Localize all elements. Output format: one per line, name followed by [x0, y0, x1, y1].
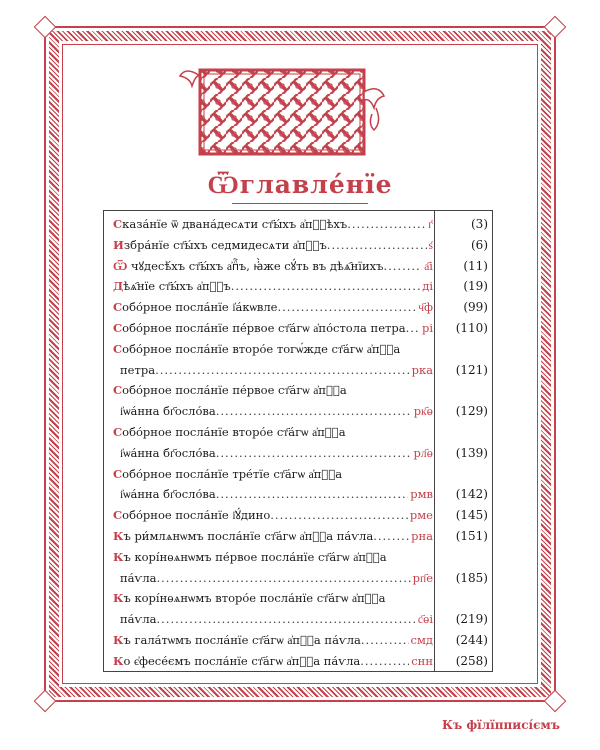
- page-reference: (11): [463, 258, 488, 273]
- folio-number: рп҃е: [412, 570, 433, 585]
- toc-entry-title: [120, 484, 216, 504]
- toc-entry-title: [113, 276, 231, 296]
- folio-number: рк҃ѳ: [413, 404, 433, 419]
- toc-entry-title: [113, 547, 387, 567]
- toc-entry-title: [120, 568, 156, 588]
- toc-entry-title: [120, 401, 216, 421]
- red-initial: К: [113, 549, 124, 564]
- toc-entry-text: обо́рное посла́нїе і҆ꙋ́дино: [122, 508, 271, 523]
- page-reference: [440, 588, 488, 608]
- toc-entry-text: обо́рное посла́нїе пе́рвое ст҃а́гѡ а҆пⷧ҇а: [122, 383, 347, 398]
- toc-entry-title: [120, 443, 216, 463]
- page-reference: (142): [455, 487, 488, 502]
- folio-number: [431, 588, 433, 608]
- page-reference: [440, 422, 488, 442]
- toc-entry-text: петра: [120, 362, 156, 377]
- toc-entry-text: ъ гала́тѡмъ посла́нїе ст҃а́гѡ а҆пⷧ҇а па́ѵла: [123, 633, 361, 647]
- toc-entry[interactable]: [120, 443, 433, 463]
- toc-entry-title: [113, 526, 373, 546]
- page-reference: (110): [455, 321, 488, 335]
- toc-entry-title: [113, 339, 400, 359]
- toc-entry-title: [113, 380, 347, 400]
- toc-entry-text: обо́рное посла́нїе второ́е тогѡ́жде ст҃а́гѡ а҆пⷧ҇а: [122, 341, 401, 356]
- dot-leader: [347, 380, 431, 400]
- toc-entry-title: [113, 256, 383, 276]
- toc-entry-title: [120, 360, 155, 380]
- page-reference: [440, 339, 488, 359]
- dot-leader: [277, 297, 416, 317]
- toc-entry-text: обо́рное посла́нїе второ́е ст҃а́гѡ а҆пⷧ҇а: [122, 425, 346, 439]
- title-underline: [232, 203, 368, 204]
- page-reference: (258): [455, 653, 488, 668]
- red-initial: С: [113, 508, 123, 523]
- folio-number: [431, 422, 433, 442]
- toc-entry-text: і҆ѡа́нна бг҃осло́ва: [120, 487, 216, 502]
- dot-leader: [400, 339, 431, 359]
- toc-entry[interactable]: [113, 505, 433, 525]
- red-initial: К: [113, 591, 124, 606]
- toc-entry-title: [113, 630, 361, 650]
- red-initial: Ѿ: [113, 258, 128, 273]
- dot-leader: [373, 526, 409, 546]
- toc-entry[interactable]: [113, 588, 433, 608]
- dot-leader: [155, 360, 410, 380]
- toc-entry[interactable]: [113, 630, 433, 650]
- page-reference: (19): [463, 279, 488, 294]
- folio-number: г҃: [428, 217, 433, 231]
- toc-entry-text: о є҆фесе́ємъ посла́нїе ст҃а́гѡ а҆пⷧ҇а па́ѵла: [123, 653, 361, 668]
- toc-entry-text: па́ѵла: [120, 612, 157, 627]
- toc-entry[interactable]: [113, 380, 433, 400]
- toc-entry-text: ѣѧ҄нїе ст҃ы́хъ а҆пⷧ҇ъ: [123, 279, 231, 294]
- page-column-divider: [434, 210, 435, 672]
- red-initial: К: [113, 529, 124, 543]
- toc-entry[interactable]: [120, 568, 433, 588]
- toc-entry[interactable]: [120, 360, 433, 380]
- toc-entry[interactable]: [113, 276, 433, 296]
- page-reference: (121): [455, 362, 488, 377]
- toc-entry[interactable]: [120, 401, 433, 421]
- dot-leader: [387, 547, 431, 567]
- dot-leader: [216, 484, 408, 504]
- red-initial: С: [113, 383, 123, 398]
- red-initial: К: [113, 653, 124, 668]
- dot-leader: [361, 630, 409, 650]
- toc-entry-title: [113, 588, 385, 608]
- red-initial: С: [113, 300, 123, 315]
- toc-entry-text: ъ корі́нѳѧнѡмъ пе́рвое посла́нїе ст҃а́гѡ а҆пⷧ҇а: [123, 549, 387, 564]
- toc-entry[interactable]: [113, 422, 433, 442]
- toc-entry[interactable]: [113, 547, 433, 567]
- toc-entry-title: [113, 214, 347, 234]
- folio-number: [431, 339, 433, 359]
- dot-leader: [270, 505, 408, 525]
- toc-entry-text: ъ корі́нѳѧнѡмъ второ́е посла́нїе ст҃а́гѡ а҆пⷧ҇а: [123, 591, 386, 606]
- folio-number: рна: [411, 529, 433, 543]
- dot-leader: [346, 422, 431, 442]
- toc-entry-title: [113, 318, 406, 338]
- dot-leader: [231, 276, 421, 296]
- toc-entry-text: обо́рное посла́нїе пе́рвое ст҃а́гѡ а҆по́стола петра: [122, 321, 406, 335]
- toc-entry-text: обо́рное посла́нїе і҆а́кѡвле: [122, 300, 278, 315]
- red-initial: С: [113, 341, 123, 356]
- dot-leader: [216, 401, 412, 421]
- red-initial: Д: [113, 279, 124, 294]
- page-reference: (99): [463, 300, 488, 315]
- dot-leader: [347, 214, 426, 234]
- toc-entry[interactable]: [113, 464, 433, 484]
- page-reference: (185): [455, 570, 488, 585]
- toc-entry[interactable]: [113, 526, 433, 546]
- dot-leader: [360, 651, 409, 671]
- dot-leader: [156, 568, 410, 588]
- toc-entry[interactable]: [113, 651, 433, 671]
- folio-number: снн: [411, 653, 433, 668]
- dot-leader: [156, 609, 415, 629]
- toc-entry-title: [113, 422, 346, 442]
- folio-number: с҃ѳі: [417, 612, 433, 627]
- folio-number: рі: [421, 321, 433, 335]
- toc-entry-title: [113, 235, 327, 255]
- red-initial: С: [113, 321, 123, 335]
- toc-entry[interactable]: [113, 256, 433, 276]
- toc-entry-text: каза́нїе ѿ двана́десѧти ст҃ы́хъ а҆пⷧ҇ѣхъ: [122, 217, 348, 231]
- toc-entry[interactable]: [113, 318, 433, 338]
- interlace-headpiece: [178, 62, 388, 158]
- toc-entry[interactable]: [120, 484, 433, 504]
- page-reference: (129): [455, 404, 488, 419]
- toc-entry-title: [113, 505, 270, 525]
- dot-leader: [383, 256, 422, 276]
- catchword: Къ фїлїпписі́ємъ: [442, 718, 560, 732]
- toc-entry[interactable]: [113, 214, 433, 234]
- folio-number: рме: [409, 508, 433, 523]
- toc-entry-text: і҆ѡа́нна бг҃осло́ва: [120, 404, 216, 419]
- toc-entry-text: і҆ѡа́нна бг҃осло́ва: [120, 445, 216, 460]
- toc-entry-text: збра́нїе ст҃ы́хъ седмидесѧти а҆пⷧ҇ъ: [123, 237, 327, 252]
- page-reference: [440, 464, 488, 484]
- folio-number: смд: [410, 633, 433, 647]
- page-reference: (139): [455, 445, 488, 460]
- toc-entry-title: [113, 464, 342, 484]
- dot-leader: [385, 588, 431, 608]
- toc-entry[interactable]: [120, 609, 433, 629]
- red-initial: С: [113, 217, 123, 231]
- red-initial: С: [113, 425, 123, 439]
- toc-entry-title: [113, 651, 360, 671]
- toc-entry[interactable]: [113, 235, 433, 255]
- page-title: Ѿглавле́нїе: [207, 170, 393, 199]
- toc-entry-text: па́ѵла: [120, 570, 157, 585]
- toc-entry-title: [113, 297, 277, 317]
- page-reference: (6): [471, 237, 488, 252]
- folio-number: [431, 547, 433, 567]
- page-reference: (219): [455, 612, 488, 627]
- folio-number: ді: [422, 279, 433, 294]
- page-reference: [440, 547, 488, 567]
- dot-leader: [327, 235, 427, 255]
- page-reference: (145): [455, 508, 488, 523]
- toc-entry-text: ъ ри́млѧнѡмъ посла́нїе ст҃а́гѡ а҆пⷧ҇а па́ѵла: [123, 529, 374, 543]
- page-reference: (244): [455, 633, 488, 647]
- folio-number: а҃і: [424, 258, 433, 273]
- dot-leader: [342, 464, 431, 484]
- red-initial: С: [113, 466, 123, 481]
- page-reference: [440, 380, 488, 400]
- dot-leader: [216, 443, 412, 463]
- folio-number: [431, 380, 433, 400]
- toc-entry-text: обо́рное посла́нїе тре́тїе ст҃а́гѡ а҆пⷧ҇а: [122, 466, 343, 481]
- red-initial: К: [113, 633, 124, 647]
- folio-number: [431, 464, 433, 484]
- folio-number: ч҃ф: [418, 300, 433, 315]
- toc-entry-text: чꙋдесѣ́хъ ст҃ы́хъ а҆пⷧ҇ъ, ꙗ҆̀же сꙋ́ть въ дѣѧ҄нїихъ: [127, 258, 384, 273]
- folio-number: рка: [411, 362, 433, 377]
- folio-number: рл҃ѳ: [413, 445, 433, 460]
- dot-leader: [406, 318, 420, 338]
- folio-number: рмв: [410, 487, 433, 502]
- toc-entry-title: [120, 609, 156, 629]
- toc-entry[interactable]: [113, 297, 433, 317]
- red-initial: И: [113, 237, 124, 252]
- page-reference: (3): [471, 217, 488, 231]
- page-reference: (151): [455, 529, 488, 543]
- toc-entry[interactable]: [113, 339, 433, 359]
- folio-number: ѕ҃: [428, 237, 433, 252]
